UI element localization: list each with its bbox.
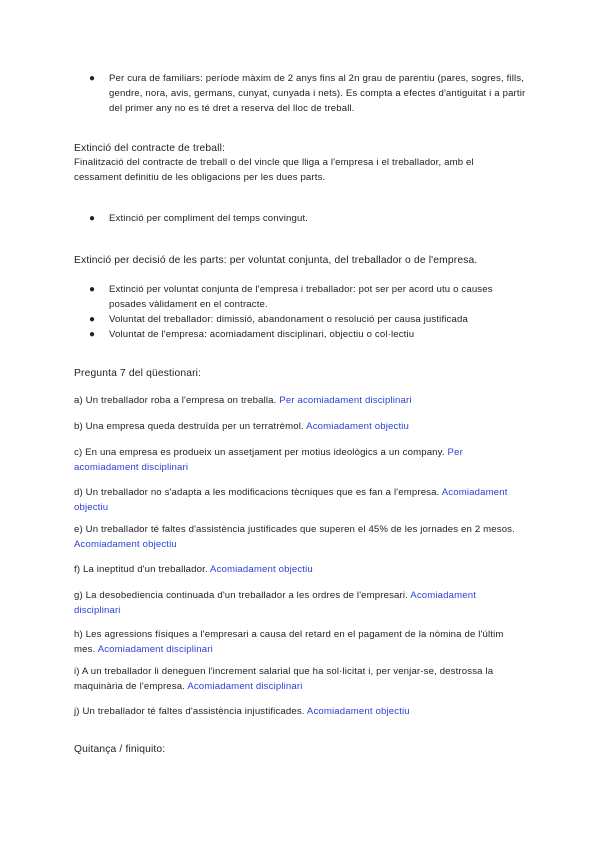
answer-text: Acomiadament objectiu [306,421,410,432]
list-item-text: Per cura de familiars: període màxim de 2 anys fins al 2n grau de parentiu (pares, sogres, fills, gendre, nora, avis, germans, cunyat, cunyada i nets). Es compta a efectes d'antiguitat i a partir del primer any no es té dret a reserva del lloc de treball. [109,73,526,114]
bullet-list-temps [74,211,524,226]
list-item [74,282,524,312]
question-f [74,562,524,577]
bullet-icon: ● [89,284,96,295]
list-item-text: Voluntat de l'empresa: acomiadament disciplinari, objectiu o col·lectiu [109,329,415,340]
list-item [74,71,526,116]
question-text: a) Un treballador roba a l'empresa on treballa. [74,395,280,406]
question-g [74,588,524,618]
question-text: d) Un treballador no s'adapta a les modificacions tècniques que es fan a l'empresa. [74,487,442,498]
list-item [74,312,524,327]
section-heading-quitanca: Quitança / finiquito: [74,744,166,755]
answer-text: Per acomiadament disciplinari [74,447,463,473]
answer-text: Acomiadament objectiu [74,487,508,513]
bullet-list-top [74,71,526,116]
question-a [74,393,524,408]
question-text: b) Una empresa queda destruïda per un terratrèmol. [74,421,307,432]
question-d [74,485,524,515]
question-j [74,704,524,719]
paragraph-decisio: Extinció per decisió de les parts: per voluntat conjunta, del treballador o de l'empresa. [74,255,478,266]
section-heading-extincio: Extinció del contracte de treball: [74,143,226,154]
question-text: j) Un treballador té faltes d'assistència injustificades. [74,706,307,717]
question-text: f) La ineptitud d'un treballador. [74,564,211,575]
paragraph-definition: Finalització del contracte de treball o del vincle que lliga a l'empresa i el treballador, amb el cessament definitiu de les obligacions per les dues parts. [74,157,474,183]
answer-text: Acomiadament disciplinari [187,681,303,692]
section-heading-questionari: Pregunta 7 del qüestionari: [74,368,202,379]
question-text: h) Les agressions físiques a l'empresari a causa del retard en el pagament de la nòmina de l'últim mes. [74,629,504,655]
answer-text: Acomiadament objectiu [210,564,313,575]
question-e [74,522,524,552]
question-text: i) A un treballador li deneguen l'increment salarial que ha sol·licitat i, per venjar-se, destrossa la maquinària de l'empresa. [74,666,494,692]
answer-text: Acomiadament disciplinari [97,644,213,655]
list-item-text: Extinció per compliment del temps convingut. [109,213,309,224]
question-text: g) La desobediencia continuada d'un treballador a les ordres de l'empresari. [74,590,411,601]
answer-text: Acomiadament objectiu [74,539,177,550]
list-item-text: Voluntat del treballador: dimissió, abandonament o resolució per causa justificada [109,314,468,325]
bullet-list-decisio [74,282,524,342]
bullet-icon: ● [89,213,96,224]
question-i [74,664,524,694]
question-text: c) En una empresa es produeix un assetjament per motius ideològics a un company. [74,447,448,458]
question-c [74,445,524,475]
question-text: e) Un treballador té faltes d'assistència justificades que superen el 45% de les jornades en 2 mesos. [74,524,515,535]
question-h [74,627,524,657]
list-item [74,327,524,342]
list-item-text: Extinció per voluntat conjunta de l'empresa i treballador: pot ser per acord utu o causes posades vàlidament en el contracte. [109,284,493,310]
bullet-icon: ● [89,314,96,325]
bullet-icon: ● [89,329,96,340]
answer-text: Acomiadament disciplinari [74,590,477,616]
question-b [74,419,524,434]
answer-text: Per acomiadament disciplinari [279,395,412,406]
list-item [74,211,524,226]
bullet-icon: ● [89,73,96,84]
answer-text: Acomiadament objectiu [306,706,410,717]
